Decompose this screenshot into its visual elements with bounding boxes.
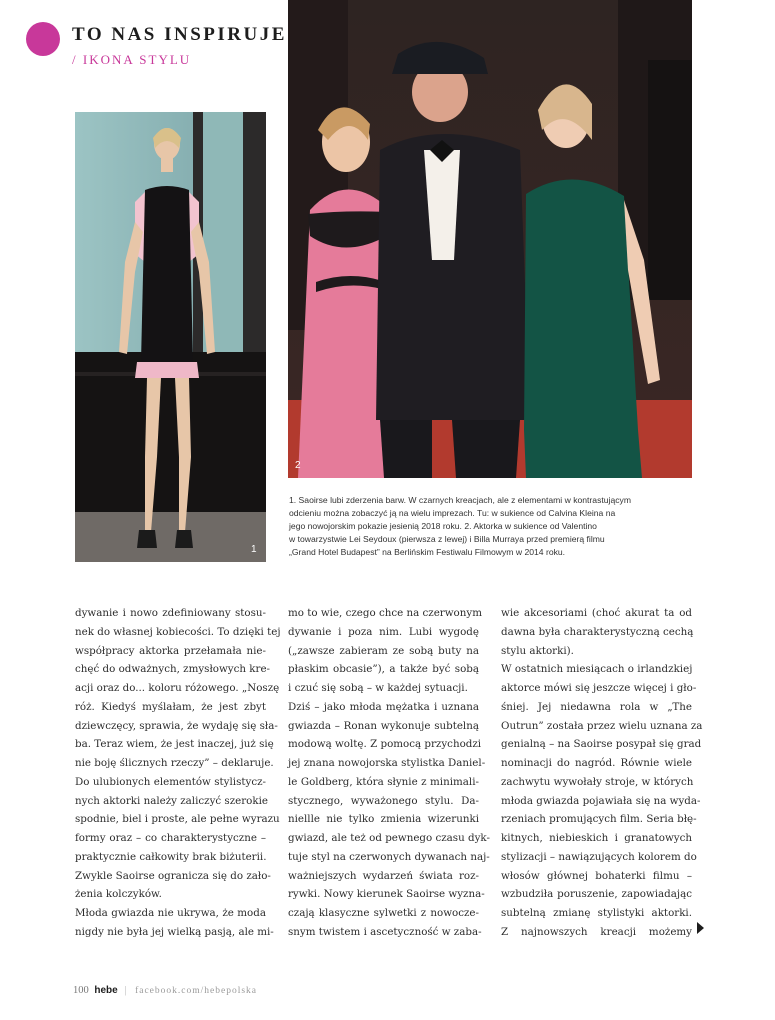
photo-2-illustration [288, 0, 692, 478]
brand-logo: hebe [94, 985, 118, 996]
text-line: subtelną zmianę stylistyki aktorki. [501, 907, 692, 919]
caption-line: w towarzystwie Lei Seydoux (pierwsza z lewej) i Billa Murraya przed premierą filmu [289, 534, 605, 545]
text-line: czają klasyczne sylwetki z nowocze- [288, 907, 479, 919]
text-line: wzbudziła poruszenie, zapowiadając [501, 888, 692, 901]
section-subtitle: / IKONA STYLU [72, 52, 192, 67]
text-line: le Goldberg, która słynie z minimali- [288, 775, 479, 788]
text-line: ba. Teraz wiem, że jest inaczej, już się [75, 738, 274, 751]
caption-line: „Grand Hotel Budapest” na Berlińskim Festiwalu Filmowym w 2014 roku. [289, 547, 566, 558]
text-line: żenia kolczyków. [75, 888, 162, 901]
text-line: aktorce mówi się jeszcze więcej i gło- [501, 682, 697, 694]
text-line: spodnie, biel i proste, ale pełne wyrazu [75, 813, 280, 826]
text-line: Outrun” została przez wielu uznana za [501, 719, 703, 732]
text-line: tuje styl na czerwonych dywanach naj- [288, 850, 490, 863]
article-column-2 [288, 604, 490, 942]
text-line: mo to wie, czego chce na czerwonym [288, 607, 482, 619]
text-line: róż. Kiedyś myślałam, że jest zbyt [75, 700, 266, 713]
text-line: i czuć się sobą – w każdej sytuacji. [288, 682, 468, 694]
photo-2 [288, 0, 692, 478]
text-line: nigdy nie była jej wielką pasją, ale mi- [75, 925, 274, 938]
text-line: gwiazd, ale też od pewnego czasu dyk- [288, 832, 490, 844]
footer-separator: | [124, 985, 127, 996]
photo-2-number: 2 [295, 460, 301, 471]
photo-caption [289, 494, 699, 559]
text-line: płaskim obcasie”), a także być sobą [288, 663, 479, 676]
text-line: dywanie i poza nim. Lubi wygodę [288, 625, 479, 638]
text-line: („zawsze zabieram ze sobą buty na [288, 644, 479, 657]
text-line: nie boję ślicznych rzeczy” – deklaruje. [75, 757, 274, 769]
page-footer [73, 985, 257, 996]
text-line: Młoda gwiazda nie ukrywa, że moda [75, 907, 266, 919]
text-line: rywki. Nowy kierunek Saoirse wyzna- [288, 888, 485, 901]
text-line: acji oraz do... koloru różowego. „Noszę [75, 682, 280, 694]
section-title: TO NAS INSPIRUJE [72, 24, 287, 45]
text-line: modową woltę. Z pomocą przychodzi [288, 738, 482, 751]
caption-line: odcieniu można zobaczyć ją na wielu imprezach. Tu: w sukience od Calvina Kleina na [289, 508, 616, 519]
text-line: dziewczęcy, sprawia, że wydaję się sła- [75, 719, 278, 732]
page-number: 100 [73, 985, 89, 996]
article-column-1 [75, 604, 281, 942]
text-line: współpracy aktorka przełamała nie- [75, 644, 266, 657]
text-line: chęć do odważnych, zmysłowych kre- [75, 663, 271, 676]
caption-line: 1. Saoirse lubi zderzenia barw. W czarnych kreacjach, ale z elementami w kontrastującym [289, 495, 631, 505]
text-line: młoda gwiazda pojawiała się na wyda- [501, 794, 701, 807]
text-line: włosów głównej bohaterki filmu – [501, 869, 692, 882]
photo-1 [75, 112, 266, 562]
text-line: Zwykle Saoirse ogranicza się do zało- [75, 869, 271, 882]
continue-arrow-icon [697, 922, 704, 934]
text-line: nych aktorki należy zaliczyć szerokie [75, 794, 268, 807]
text-line: gwiazda – Ronan wykonuje subtelną [288, 719, 479, 732]
text-line: dawna była charakterystyczną cechą [501, 625, 694, 638]
text-line: rzeniach promujących film. Seria błę- [501, 813, 697, 826]
text-line: Do ulubionych elementów stylistycz- [75, 775, 266, 788]
text-line: nominacji do nagród. Równie wiele [501, 757, 692, 769]
text-line: Z najnowszych kreacji możemy [501, 925, 692, 938]
text-line: kitnych, niebieskich i granatowych [501, 832, 692, 844]
photo-1-number: 1 [251, 544, 257, 555]
text-line: dywanie i nowo zdefiniowany stosu- [75, 607, 266, 619]
caption-line: jego nowojorskim pokazie jesienią 2018 roku. 2. Aktorka w sukience od Valentino [289, 521, 597, 532]
text-line: snym twistem i ascetyczność w zaba- [288, 925, 482, 938]
text-line: śniej. Jej niedawna rola w „The [501, 700, 692, 713]
text-line: praktycznie całkowity brak biżuterii. [75, 850, 267, 863]
facebook-link[interactable]: facebook.com/hebepolska [135, 986, 257, 996]
article-column-3 [501, 604, 703, 942]
section-dot-icon [26, 22, 60, 56]
text-line: stylizacji – nawiązujących kolorem do [501, 850, 697, 863]
text-line: niellle nie tylko zmienia wizerunki [288, 813, 479, 826]
text-line: formy oraz – co charakterystyczne – [75, 832, 266, 844]
text-line: wie akcesoriami (choć akurat ta od [501, 607, 692, 619]
text-line: jej znana nowojorska stylistka Daniel- [288, 757, 486, 769]
text-line: genialną – na Saoirse posypał się grad [501, 738, 702, 751]
text-line: stycznego, wyważonego stylu. Da- [288, 794, 479, 807]
text-line: stylu aktorki). [501, 644, 574, 657]
photo-1-illustration [75, 112, 266, 562]
text-line: nek do własnej kobiecości. To dzięki tej [75, 625, 281, 638]
text-line: zachwytu wywołały stroje, w których [501, 775, 694, 788]
text-line: W ostatnich miesiącach o irlandzkiej [501, 663, 693, 676]
text-line: ważniejszych wydarzeń świata roz- [288, 869, 479, 882]
text-line: Dziś – jako młoda mężatka i uznana [288, 700, 479, 713]
